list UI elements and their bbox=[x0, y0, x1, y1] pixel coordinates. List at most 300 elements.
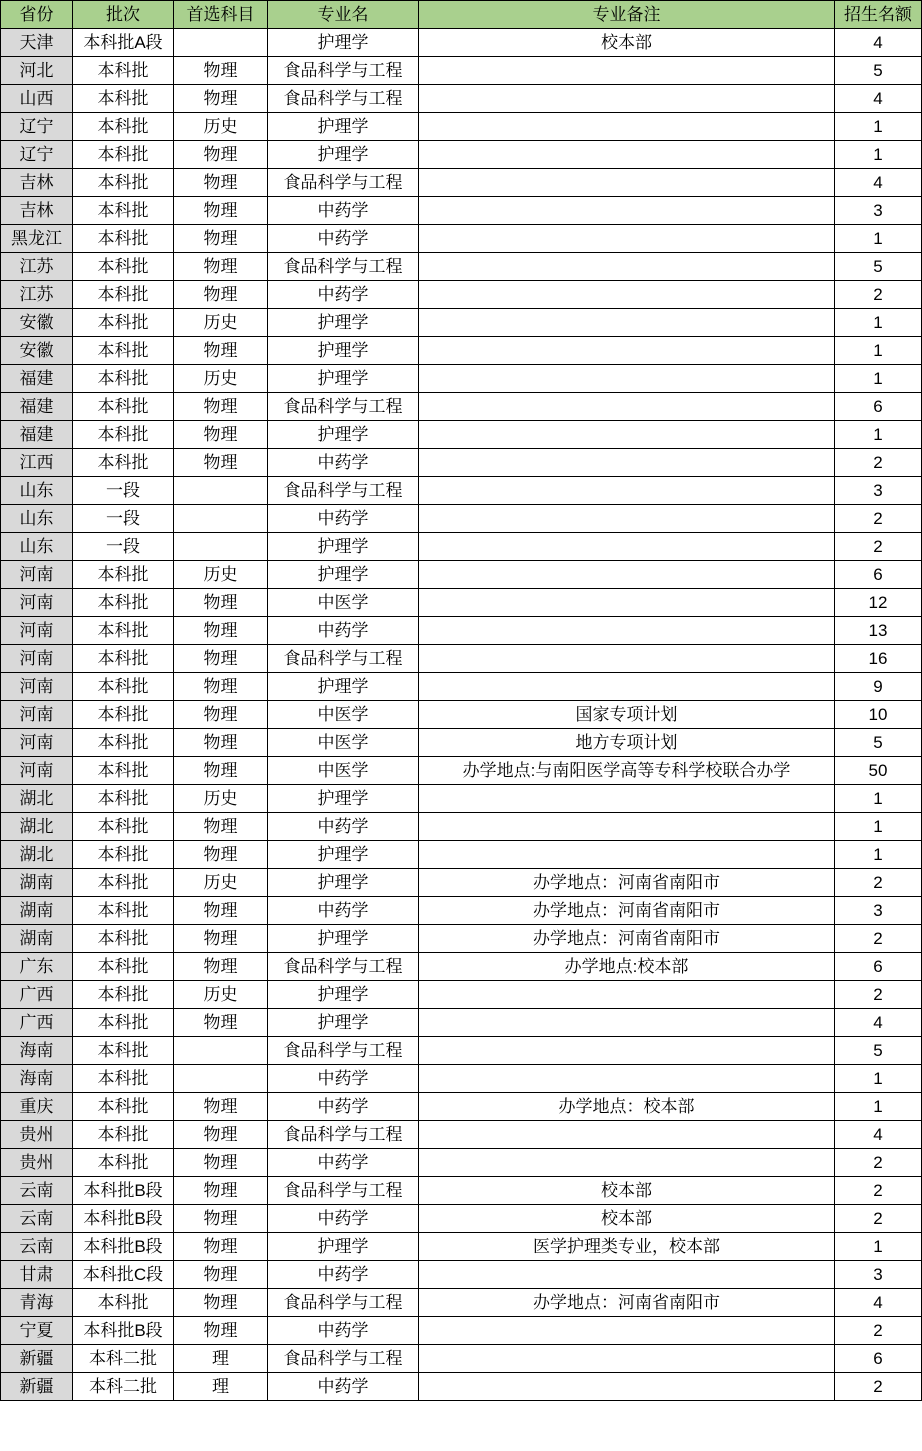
column-header-major: 专业名 bbox=[268, 1, 419, 29]
cell-note bbox=[419, 169, 835, 197]
cell-note: 地方专项计划 bbox=[419, 729, 835, 757]
cell-province: 云南 bbox=[1, 1177, 73, 1205]
table-row bbox=[1, 225, 922, 253]
cell-subject: 物理 bbox=[174, 281, 268, 309]
cell-quota: 6 bbox=[835, 561, 922, 589]
cell-quota: 1 bbox=[835, 813, 922, 841]
cell-major: 护理学 bbox=[268, 869, 419, 897]
cell-subject: 物理 bbox=[174, 1149, 268, 1177]
cell-province: 云南 bbox=[1, 1205, 73, 1233]
cell-note: 校本部 bbox=[419, 1177, 835, 1205]
cell-major: 食品科学与工程 bbox=[268, 253, 419, 281]
cell-province: 江苏 bbox=[1, 281, 73, 309]
cell-note bbox=[419, 1345, 835, 1373]
cell-major: 食品科学与工程 bbox=[268, 1037, 419, 1065]
cell-note bbox=[419, 589, 835, 617]
cell-province: 新疆 bbox=[1, 1373, 73, 1401]
table-row bbox=[1, 253, 922, 281]
cell-subject: 物理 bbox=[174, 1009, 268, 1037]
cell-province: 辽宁 bbox=[1, 113, 73, 141]
cell-batch: 本科批 bbox=[73, 785, 174, 813]
cell-quota: 9 bbox=[835, 673, 922, 701]
cell-note bbox=[419, 421, 835, 449]
cell-province: 湖北 bbox=[1, 841, 73, 869]
table-row bbox=[1, 393, 922, 421]
cell-subject: 物理 bbox=[174, 337, 268, 365]
cell-note: 国家专项计划 bbox=[419, 701, 835, 729]
cell-province: 山东 bbox=[1, 477, 73, 505]
table-row bbox=[1, 617, 922, 645]
cell-quota: 2 bbox=[835, 281, 922, 309]
cell-province: 新疆 bbox=[1, 1345, 73, 1373]
cell-province: 河南 bbox=[1, 561, 73, 589]
cell-quota: 5 bbox=[835, 57, 922, 85]
cell-quota: 2 bbox=[835, 505, 922, 533]
cell-note bbox=[419, 561, 835, 589]
table-row bbox=[1, 701, 922, 729]
cell-major: 食品科学与工程 bbox=[268, 953, 419, 981]
cell-quota: 5 bbox=[835, 1037, 922, 1065]
table-row bbox=[1, 897, 922, 925]
cell-subject bbox=[174, 505, 268, 533]
cell-note bbox=[419, 365, 835, 393]
cell-note bbox=[419, 477, 835, 505]
cell-major: 护理学 bbox=[268, 113, 419, 141]
cell-quota: 13 bbox=[835, 617, 922, 645]
cell-major: 中药学 bbox=[268, 1261, 419, 1289]
cell-subject: 历史 bbox=[174, 981, 268, 1009]
cell-note bbox=[419, 85, 835, 113]
cell-quota: 2 bbox=[835, 1149, 922, 1177]
cell-batch: 本科批 bbox=[73, 1121, 174, 1149]
cell-province: 贵州 bbox=[1, 1121, 73, 1149]
cell-major: 食品科学与工程 bbox=[268, 85, 419, 113]
cell-note bbox=[419, 981, 835, 1009]
cell-subject: 物理 bbox=[174, 85, 268, 113]
cell-note bbox=[419, 57, 835, 85]
table-row bbox=[1, 113, 922, 141]
cell-major: 食品科学与工程 bbox=[268, 169, 419, 197]
cell-major: 护理学 bbox=[268, 1233, 419, 1261]
cell-subject: 理 bbox=[174, 1373, 268, 1401]
cell-subject: 物理 bbox=[174, 673, 268, 701]
cell-note: 办学地点：河南省南阳市 bbox=[419, 1289, 835, 1317]
cell-major: 护理学 bbox=[268, 841, 419, 869]
cell-quota: 2 bbox=[835, 449, 922, 477]
cell-batch: 本科批 bbox=[73, 1009, 174, 1037]
table-row bbox=[1, 1121, 922, 1149]
cell-major: 护理学 bbox=[268, 981, 419, 1009]
cell-subject: 物理 bbox=[174, 589, 268, 617]
cell-major: 中药学 bbox=[268, 225, 419, 253]
cell-quota: 1 bbox=[835, 225, 922, 253]
cell-note bbox=[419, 813, 835, 841]
cell-province: 山东 bbox=[1, 533, 73, 561]
cell-major: 护理学 bbox=[268, 309, 419, 337]
cell-major: 食品科学与工程 bbox=[268, 1345, 419, 1373]
cell-province: 山东 bbox=[1, 505, 73, 533]
cell-province: 贵州 bbox=[1, 1149, 73, 1177]
cell-batch: 本科批 bbox=[73, 1037, 174, 1065]
cell-batch: 本科批 bbox=[73, 169, 174, 197]
cell-quota: 4 bbox=[835, 169, 922, 197]
cell-batch: 本科批B段 bbox=[73, 1205, 174, 1233]
cell-major: 中医学 bbox=[268, 701, 419, 729]
cell-subject: 物理 bbox=[174, 1261, 268, 1289]
table-row bbox=[1, 1149, 922, 1177]
table-row bbox=[1, 729, 922, 757]
cell-subject bbox=[174, 477, 268, 505]
cell-quota: 6 bbox=[835, 393, 922, 421]
cell-quota: 1 bbox=[835, 141, 922, 169]
cell-major: 中药学 bbox=[268, 1065, 419, 1093]
cell-province: 山西 bbox=[1, 85, 73, 113]
cell-major: 中药学 bbox=[268, 1373, 419, 1401]
cell-province: 江苏 bbox=[1, 253, 73, 281]
cell-subject bbox=[174, 533, 268, 561]
table-row bbox=[1, 589, 922, 617]
cell-major: 食品科学与工程 bbox=[268, 477, 419, 505]
cell-province: 吉林 bbox=[1, 197, 73, 225]
cell-batch: 本科二批 bbox=[73, 1345, 174, 1373]
cell-major: 护理学 bbox=[268, 533, 419, 561]
cell-major: 中医学 bbox=[268, 757, 419, 785]
cell-major: 中药学 bbox=[268, 505, 419, 533]
cell-quota: 50 bbox=[835, 757, 922, 785]
table-row bbox=[1, 1373, 922, 1401]
table-row bbox=[1, 1345, 922, 1373]
cell-note: 校本部 bbox=[419, 1205, 835, 1233]
cell-province: 河南 bbox=[1, 701, 73, 729]
table-row bbox=[1, 169, 922, 197]
table-row bbox=[1, 141, 922, 169]
cell-note bbox=[419, 225, 835, 253]
cell-batch: 本科批 bbox=[73, 337, 174, 365]
cell-major: 中医学 bbox=[268, 729, 419, 757]
cell-subject: 物理 bbox=[174, 617, 268, 645]
cell-province: 广西 bbox=[1, 981, 73, 1009]
cell-quota: 5 bbox=[835, 253, 922, 281]
cell-province: 宁夏 bbox=[1, 1317, 73, 1345]
table-row bbox=[1, 561, 922, 589]
cell-note bbox=[419, 1009, 835, 1037]
cell-subject: 物理 bbox=[174, 253, 268, 281]
cell-quota: 12 bbox=[835, 589, 922, 617]
cell-quota: 1 bbox=[835, 1093, 922, 1121]
cell-quota: 1 bbox=[835, 309, 922, 337]
cell-batch: 本科批 bbox=[73, 85, 174, 113]
cell-note bbox=[419, 309, 835, 337]
cell-quota: 3 bbox=[835, 477, 922, 505]
cell-major: 中药学 bbox=[268, 1205, 419, 1233]
cell-subject: 物理 bbox=[174, 421, 268, 449]
table-row bbox=[1, 57, 922, 85]
cell-note bbox=[419, 281, 835, 309]
cell-province: 吉林 bbox=[1, 169, 73, 197]
cell-major: 食品科学与工程 bbox=[268, 1121, 419, 1149]
table-row bbox=[1, 1289, 922, 1317]
column-header-subject: 首选科目 bbox=[174, 1, 268, 29]
column-header-note: 专业备注 bbox=[419, 1, 835, 29]
cell-batch: 本科批B段 bbox=[73, 1233, 174, 1261]
cell-batch: 本科批 bbox=[73, 57, 174, 85]
cell-subject: 历史 bbox=[174, 869, 268, 897]
cell-quota: 16 bbox=[835, 645, 922, 673]
cell-province: 湖南 bbox=[1, 897, 73, 925]
cell-note bbox=[419, 673, 835, 701]
cell-note: 医学护理类专业，校本部 bbox=[419, 1233, 835, 1261]
cell-major: 护理学 bbox=[268, 421, 419, 449]
cell-province: 福建 bbox=[1, 421, 73, 449]
table-row bbox=[1, 533, 922, 561]
cell-batch: 本科批 bbox=[73, 1065, 174, 1093]
table-row bbox=[1, 1233, 922, 1261]
cell-subject: 物理 bbox=[174, 813, 268, 841]
cell-batch: 本科批 bbox=[73, 869, 174, 897]
cell-major: 护理学 bbox=[268, 141, 419, 169]
cell-subject: 物理 bbox=[174, 841, 268, 869]
cell-quota: 1 bbox=[835, 421, 922, 449]
cell-quota: 5 bbox=[835, 729, 922, 757]
cell-note bbox=[419, 113, 835, 141]
table-row bbox=[1, 841, 922, 869]
cell-note bbox=[419, 449, 835, 477]
cell-subject: 物理 bbox=[174, 197, 268, 225]
cell-batch: 本科批 bbox=[73, 1149, 174, 1177]
cell-note bbox=[419, 253, 835, 281]
cell-major: 中药学 bbox=[268, 813, 419, 841]
cell-batch: 一段 bbox=[73, 477, 174, 505]
cell-batch: 本科批 bbox=[73, 813, 174, 841]
cell-batch: 本科批 bbox=[73, 225, 174, 253]
cell-quota: 2 bbox=[835, 1205, 922, 1233]
cell-batch: 本科批 bbox=[73, 1093, 174, 1121]
cell-batch: 本科批B段 bbox=[73, 1317, 174, 1345]
cell-major: 中药学 bbox=[268, 897, 419, 925]
table-row bbox=[1, 365, 922, 393]
cell-note bbox=[419, 337, 835, 365]
cell-subject: 物理 bbox=[174, 57, 268, 85]
cell-quota: 1 bbox=[835, 337, 922, 365]
cell-note bbox=[419, 141, 835, 169]
cell-batch: 一段 bbox=[73, 533, 174, 561]
cell-batch: 本科批 bbox=[73, 113, 174, 141]
cell-major: 中医学 bbox=[268, 589, 419, 617]
cell-quota: 4 bbox=[835, 85, 922, 113]
cell-note bbox=[419, 645, 835, 673]
cell-province: 河南 bbox=[1, 673, 73, 701]
cell-province: 福建 bbox=[1, 393, 73, 421]
cell-quota: 1 bbox=[835, 785, 922, 813]
cell-quota: 1 bbox=[835, 1233, 922, 1261]
table-row bbox=[1, 757, 922, 785]
cell-batch: 本科二批 bbox=[73, 1373, 174, 1401]
table-row bbox=[1, 421, 922, 449]
cell-note: 办学地点:与南阳医学高等专科学校联合办学 bbox=[419, 757, 835, 785]
cell-batch: 本科批B段 bbox=[73, 1177, 174, 1205]
cell-subject: 物理 bbox=[174, 1177, 268, 1205]
cell-subject: 物理 bbox=[174, 953, 268, 981]
table-row bbox=[1, 645, 922, 673]
cell-quota: 1 bbox=[835, 841, 922, 869]
cell-subject: 物理 bbox=[174, 757, 268, 785]
cell-batch: 本科批 bbox=[73, 449, 174, 477]
cell-subject: 历史 bbox=[174, 309, 268, 337]
cell-subject: 物理 bbox=[174, 1121, 268, 1149]
cell-quota: 1 bbox=[835, 113, 922, 141]
cell-subject: 物理 bbox=[174, 925, 268, 953]
cell-note bbox=[419, 1373, 835, 1401]
cell-batch: 本科批 bbox=[73, 561, 174, 589]
cell-batch: 本科批 bbox=[73, 701, 174, 729]
cell-major: 中药学 bbox=[268, 197, 419, 225]
table-row bbox=[1, 1205, 922, 1233]
cell-quota: 2 bbox=[835, 1177, 922, 1205]
cell-subject: 物理 bbox=[174, 701, 268, 729]
cell-batch: 一段 bbox=[73, 505, 174, 533]
cell-batch: 本科批 bbox=[73, 589, 174, 617]
table-row bbox=[1, 1037, 922, 1065]
cell-note: 办学地点:校本部 bbox=[419, 953, 835, 981]
cell-note: 办学地点：河南省南阳市 bbox=[419, 869, 835, 897]
cell-quota: 3 bbox=[835, 897, 922, 925]
cell-subject: 历史 bbox=[174, 113, 268, 141]
cell-major: 护理学 bbox=[268, 29, 419, 57]
cell-major: 中药学 bbox=[268, 1149, 419, 1177]
cell-quota: 4 bbox=[835, 1121, 922, 1149]
cell-batch: 本科批A段 bbox=[73, 29, 174, 57]
cell-province: 河南 bbox=[1, 617, 73, 645]
cell-subject: 物理 bbox=[174, 729, 268, 757]
cell-batch: 本科批 bbox=[73, 645, 174, 673]
cell-subject: 物理 bbox=[174, 393, 268, 421]
cell-subject: 物理 bbox=[174, 225, 268, 253]
cell-province: 海南 bbox=[1, 1037, 73, 1065]
cell-note: 校本部 bbox=[419, 29, 835, 57]
cell-subject: 历史 bbox=[174, 365, 268, 393]
cell-quota: 3 bbox=[835, 197, 922, 225]
cell-batch: 本科批 bbox=[73, 757, 174, 785]
cell-province: 安徽 bbox=[1, 337, 73, 365]
cell-quota: 4 bbox=[835, 1289, 922, 1317]
cell-batch: 本科批 bbox=[73, 953, 174, 981]
table-row bbox=[1, 449, 922, 477]
cell-province: 河北 bbox=[1, 57, 73, 85]
cell-subject: 物理 bbox=[174, 449, 268, 477]
cell-major: 护理学 bbox=[268, 785, 419, 813]
cell-subject: 历史 bbox=[174, 561, 268, 589]
cell-batch: 本科批 bbox=[73, 281, 174, 309]
cell-major: 中药学 bbox=[268, 1093, 419, 1121]
cell-major: 护理学 bbox=[268, 365, 419, 393]
cell-quota: 3 bbox=[835, 1261, 922, 1289]
cell-batch: 本科批 bbox=[73, 253, 174, 281]
table-row bbox=[1, 1317, 922, 1345]
cell-subject bbox=[174, 29, 268, 57]
cell-quota: 2 bbox=[835, 1373, 922, 1401]
cell-province: 湖南 bbox=[1, 925, 73, 953]
cell-province: 广东 bbox=[1, 953, 73, 981]
cell-province: 河南 bbox=[1, 589, 73, 617]
table-row bbox=[1, 1261, 922, 1289]
cell-note bbox=[419, 841, 835, 869]
cell-note bbox=[419, 785, 835, 813]
cell-batch: 本科批 bbox=[73, 309, 174, 337]
cell-note bbox=[419, 1121, 835, 1149]
cell-batch: 本科批 bbox=[73, 925, 174, 953]
cell-subject: 物理 bbox=[174, 645, 268, 673]
cell-province: 安徽 bbox=[1, 309, 73, 337]
cell-major: 中药学 bbox=[268, 617, 419, 645]
cell-note bbox=[419, 1149, 835, 1177]
column-header-province: 省份 bbox=[1, 1, 73, 29]
table-row bbox=[1, 785, 922, 813]
cell-subject: 物理 bbox=[174, 169, 268, 197]
cell-note bbox=[419, 1037, 835, 1065]
cell-subject: 物理 bbox=[174, 1205, 268, 1233]
cell-province: 甘肃 bbox=[1, 1261, 73, 1289]
cell-subject: 物理 bbox=[174, 141, 268, 169]
cell-batch: 本科批 bbox=[73, 141, 174, 169]
cell-quota: 6 bbox=[835, 953, 922, 981]
cell-note bbox=[419, 1261, 835, 1289]
cell-province: 湖北 bbox=[1, 813, 73, 841]
table-row bbox=[1, 1093, 922, 1121]
cell-province: 辽宁 bbox=[1, 141, 73, 169]
cell-note bbox=[419, 533, 835, 561]
table-row bbox=[1, 673, 922, 701]
cell-major: 护理学 bbox=[268, 561, 419, 589]
cell-major: 护理学 bbox=[268, 1009, 419, 1037]
cell-province: 河南 bbox=[1, 729, 73, 757]
cell-batch: 本科批 bbox=[73, 897, 174, 925]
cell-note bbox=[419, 197, 835, 225]
cell-subject: 物理 bbox=[174, 1233, 268, 1261]
cell-major: 食品科学与工程 bbox=[268, 1289, 419, 1317]
cell-province: 云南 bbox=[1, 1233, 73, 1261]
cell-province: 海南 bbox=[1, 1065, 73, 1093]
cell-major: 中药学 bbox=[268, 281, 419, 309]
cell-province: 青海 bbox=[1, 1289, 73, 1317]
table-row bbox=[1, 813, 922, 841]
cell-batch: 本科批 bbox=[73, 673, 174, 701]
cell-subject: 理 bbox=[174, 1345, 268, 1373]
cell-batch: 本科批 bbox=[73, 421, 174, 449]
table-row bbox=[1, 953, 922, 981]
cell-batch: 本科批 bbox=[73, 981, 174, 1009]
cell-major: 护理学 bbox=[268, 925, 419, 953]
cell-quota: 10 bbox=[835, 701, 922, 729]
cell-quota: 2 bbox=[835, 1317, 922, 1345]
table-row bbox=[1, 309, 922, 337]
cell-province: 福建 bbox=[1, 365, 73, 393]
cell-subject: 物理 bbox=[174, 1289, 268, 1317]
cell-batch: 本科批 bbox=[73, 365, 174, 393]
cell-subject: 物理 bbox=[174, 1093, 268, 1121]
cell-quota: 1 bbox=[835, 365, 922, 393]
cell-batch: 本科批 bbox=[73, 393, 174, 421]
cell-subject bbox=[174, 1065, 268, 1093]
table-row bbox=[1, 477, 922, 505]
column-header-quota: 招生名额 bbox=[835, 1, 922, 29]
cell-quota: 2 bbox=[835, 981, 922, 1009]
cell-province: 重庆 bbox=[1, 1093, 73, 1121]
cell-major: 护理学 bbox=[268, 337, 419, 365]
cell-province: 湖南 bbox=[1, 869, 73, 897]
cell-province: 天津 bbox=[1, 29, 73, 57]
cell-note: 办学地点：河南省南阳市 bbox=[419, 897, 835, 925]
cell-quota: 4 bbox=[835, 1009, 922, 1037]
